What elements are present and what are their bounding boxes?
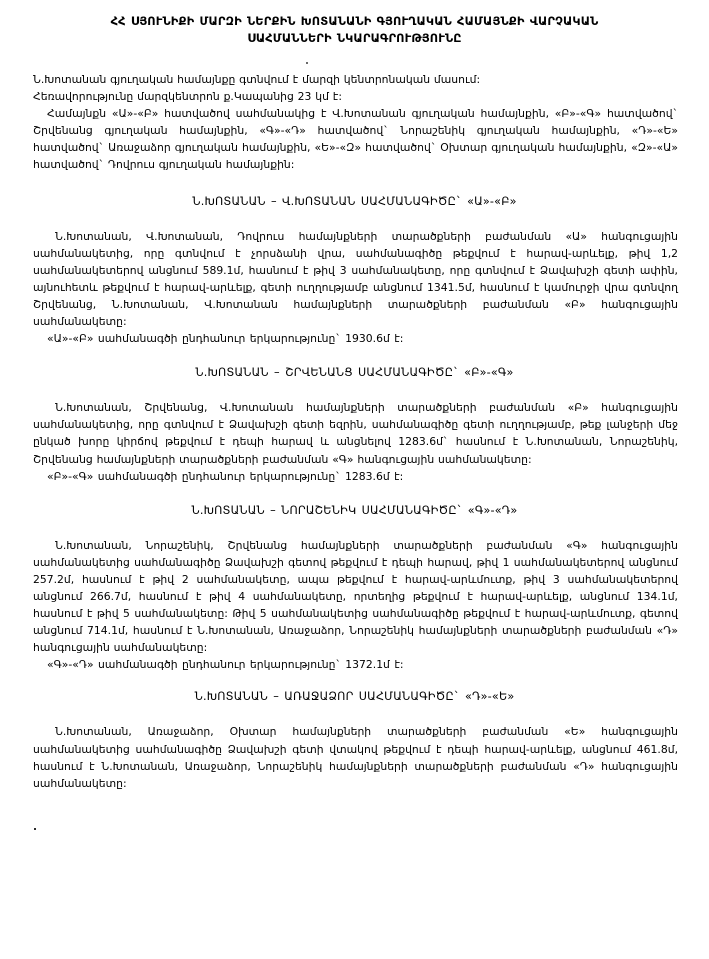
section-body-a-b: Ն.Խոտանան, Վ.Խոտանան, Դովրուս համայնքների տարածքների բաժանման «Ա» հանգուցային սահմանակետից, որը գտնվում է չորսձանի վրա, սահմանագիծը թեքվում է հարավ-արևելք, թիվ 1,2 սահմանակետերով անցնում 589.1մ, հասնում է թիվ 3 սահմանակետը, որը գտնվում է Ձավախշի գետի ափին, այնուհետև թեքվում է հարավ-արևելք, գետի ուղղությամբ անցնում 1341.5մ, հասնում է կամուրջի վրա գտնվող Շրվենանց, Ն.Խոտանան, Վ.Խոտանան համայնքների տարածքների բաժանման «Բ» հանգուցային սահմանակետը:: [33, 229, 678, 329]
section-summary-a-b: «Ա»-«Բ» սահմանագծի ընդհանուր երկարությունը` 1930.6մ է:: [47, 332, 404, 346]
section-body-block-b-g: [0, 399, 709, 484]
section-body-d-e: Ն.Խոտանան, Առաջաձոր, Օխտար համայնքների տարածքների բաժանման «Ե» հանգուցային սահմանակետից սահմանագիծը Ձավախշի գետի վտակով թեքվում է դեպի հարավ-արևելք, անցնում 461.8մ, հասնում է Ն.Խոտանան, Առաջաձոր, Նորաշենիկ համայնքների տարածքների բաժանման «Դ» հանգուցային սահմանակետը:: [33, 725, 678, 790]
section-heading-a-b: Ն.ԽՈՏԱՆԱՆ – Վ.ԽՈՏԱՆԱՆ ՍԱՀՄԱՆԱԳԻԾԸ` «Ա»-«Բ»: [192, 194, 517, 208]
section-heading-g-d: Ն.ԽՈՏԱՆԱՆ – ՆՈՐԱՇԵՆԻԿ ՍԱՀՄԱՆԱԳԻԾԸ` «Գ»-«Դ»: [191, 503, 518, 517]
intro-line-1: [33, 71, 678, 88]
section-body-block-d-e: [0, 723, 709, 791]
section-body-block-a-b: [0, 228, 709, 348]
page-title-line-2: ՍԱՀՄԱՆՆԵՐԻ ՆԿԱՐԱԳՐՈՒԹՅՈՒՆԸ: [247, 31, 462, 45]
scan-artifact-speck: [306, 62, 308, 64]
section-heading-d-e: Ն.ԽՈՏԱՆԱՆ – ԱՌԱՋԱՁՈՐ ՍԱՀՄԱՆԱԳԻԾԸ` «Դ»-«Ե»: [194, 690, 515, 704]
page-title: [0, 0, 709, 47]
intro-line-2-text: Հեռավորությունը մարզկենտրոն ք.Կապանից 23 կմ է:: [33, 90, 342, 104]
intro-line-2: [33, 88, 678, 105]
intro-paragraph: Համայնքն «Ա»-«Բ» հատվածով սահմանակից է Վ.Խոտանան գյուղական համայնքին, «Բ»-«Գ» հատվածով` Շրվենանց գյուղական համայնքին, «Գ»-«Դ» հատվածով` Նորաշենիկ գյուղական համայնքին, «Դ»-«Ե» հատվածով` Առաջաձոր գյուղական համայնքին, «Ե»-«Զ» հատվածով` Օխտար գյուղական համայնքին, «Զ»-«Ա» հատվածով` Դովրուս գյուղական համայնքին:: [33, 107, 678, 172]
section-summary-g-d: «Գ»-«Դ» սահմանագծի ընդհանուր երկարությունը` 1372.1մ է:: [47, 658, 404, 672]
section-heading-b-g: Ն.ԽՈՏԱՆԱՆ – ՇՐՎԵՆԱՆՑ ՍԱՀՄԱՆԱԳԻԾԸ` «Բ»-«Գ»: [195, 366, 514, 380]
intro-block: [0, 71, 709, 174]
intro-line-1-text: Ն.Խոտանան գյուղական համայնքը գտնվում է մարզի կենտրոնական մասում:: [33, 73, 481, 86]
scan-artifact-dot: [34, 828, 36, 830]
section-body-b-g: Ն.Խոտանան, Շրվենանց, Վ.Խոտանան համայնքների տարածքների բաժանման «Բ» հանգուցային սահմանակետից, որը գտնվում է Ձավախշի գետի եզրին, սահմանագիծը գետի ուղղությամբ, թեք լանջերի մեջ ընկած խորը կիրճով թեքվում է դեպի հարավ և անցնելով 1283.6մ` հասնում է Ն.Խոտանան, Նորաշենիկ, Շրվենանց համայնքների տարածքների բաժանման «Գ» հանգուցային սահմանակետը:: [33, 401, 678, 466]
section-body-g-d: Ն.Խոտանան, Նորաշենիկ, Շրվենանց համայնքների տարածքների բաժանման «Գ» հանգուցային սահմանակետից սահմանագիծը Ձավախշի գետով թեքվում է դեպի հարավ, թիվ 1 սահմանակետերով անցնում 257.2մ, հասնում է թիվ 2 սահմանակետը, ապա թեքվում է հարավ-արևմուտք, թիվ 3 սահմանակետերով անցնում 266.7մ, հասնում է թիվ 4 սահմանակետը, որտեղից թեքվում է հարավ-արևելք, անցնում 134.1մ, հասնում է թիվ 5 սահմանակետը: Թիվ 5 սահմանակետից սահմանագիծը թեքվում է հարավ-արևմուտք, գետով անցնում 714.1մ, հասնում է Ն.Խոտանան, Առաջաձոր, Նորաշենիկ համայնքների տարածքների բաժանման «Դ» հանգուցային սահմանակետը:: [33, 538, 678, 655]
section-body-block-g-d: [0, 537, 709, 674]
section-summary-b-g: «Բ»-«Գ» սահմանագծի ընդհանուր երկարությունը` 1283.6մ է:: [47, 469, 404, 483]
page-title-line-1: ՀՀ ՍՅՈՒՆԻՔԻ ՄԱՐԶԻ ՆԵՐՔԻՆ ԽՈՏԱՆԱՆԻ ԳՅՈՒՂԱԿԱՆ ՀԱՄԱՅՆՔԻ ՎԱՐՉԱԿԱՆ: [110, 14, 599, 28]
